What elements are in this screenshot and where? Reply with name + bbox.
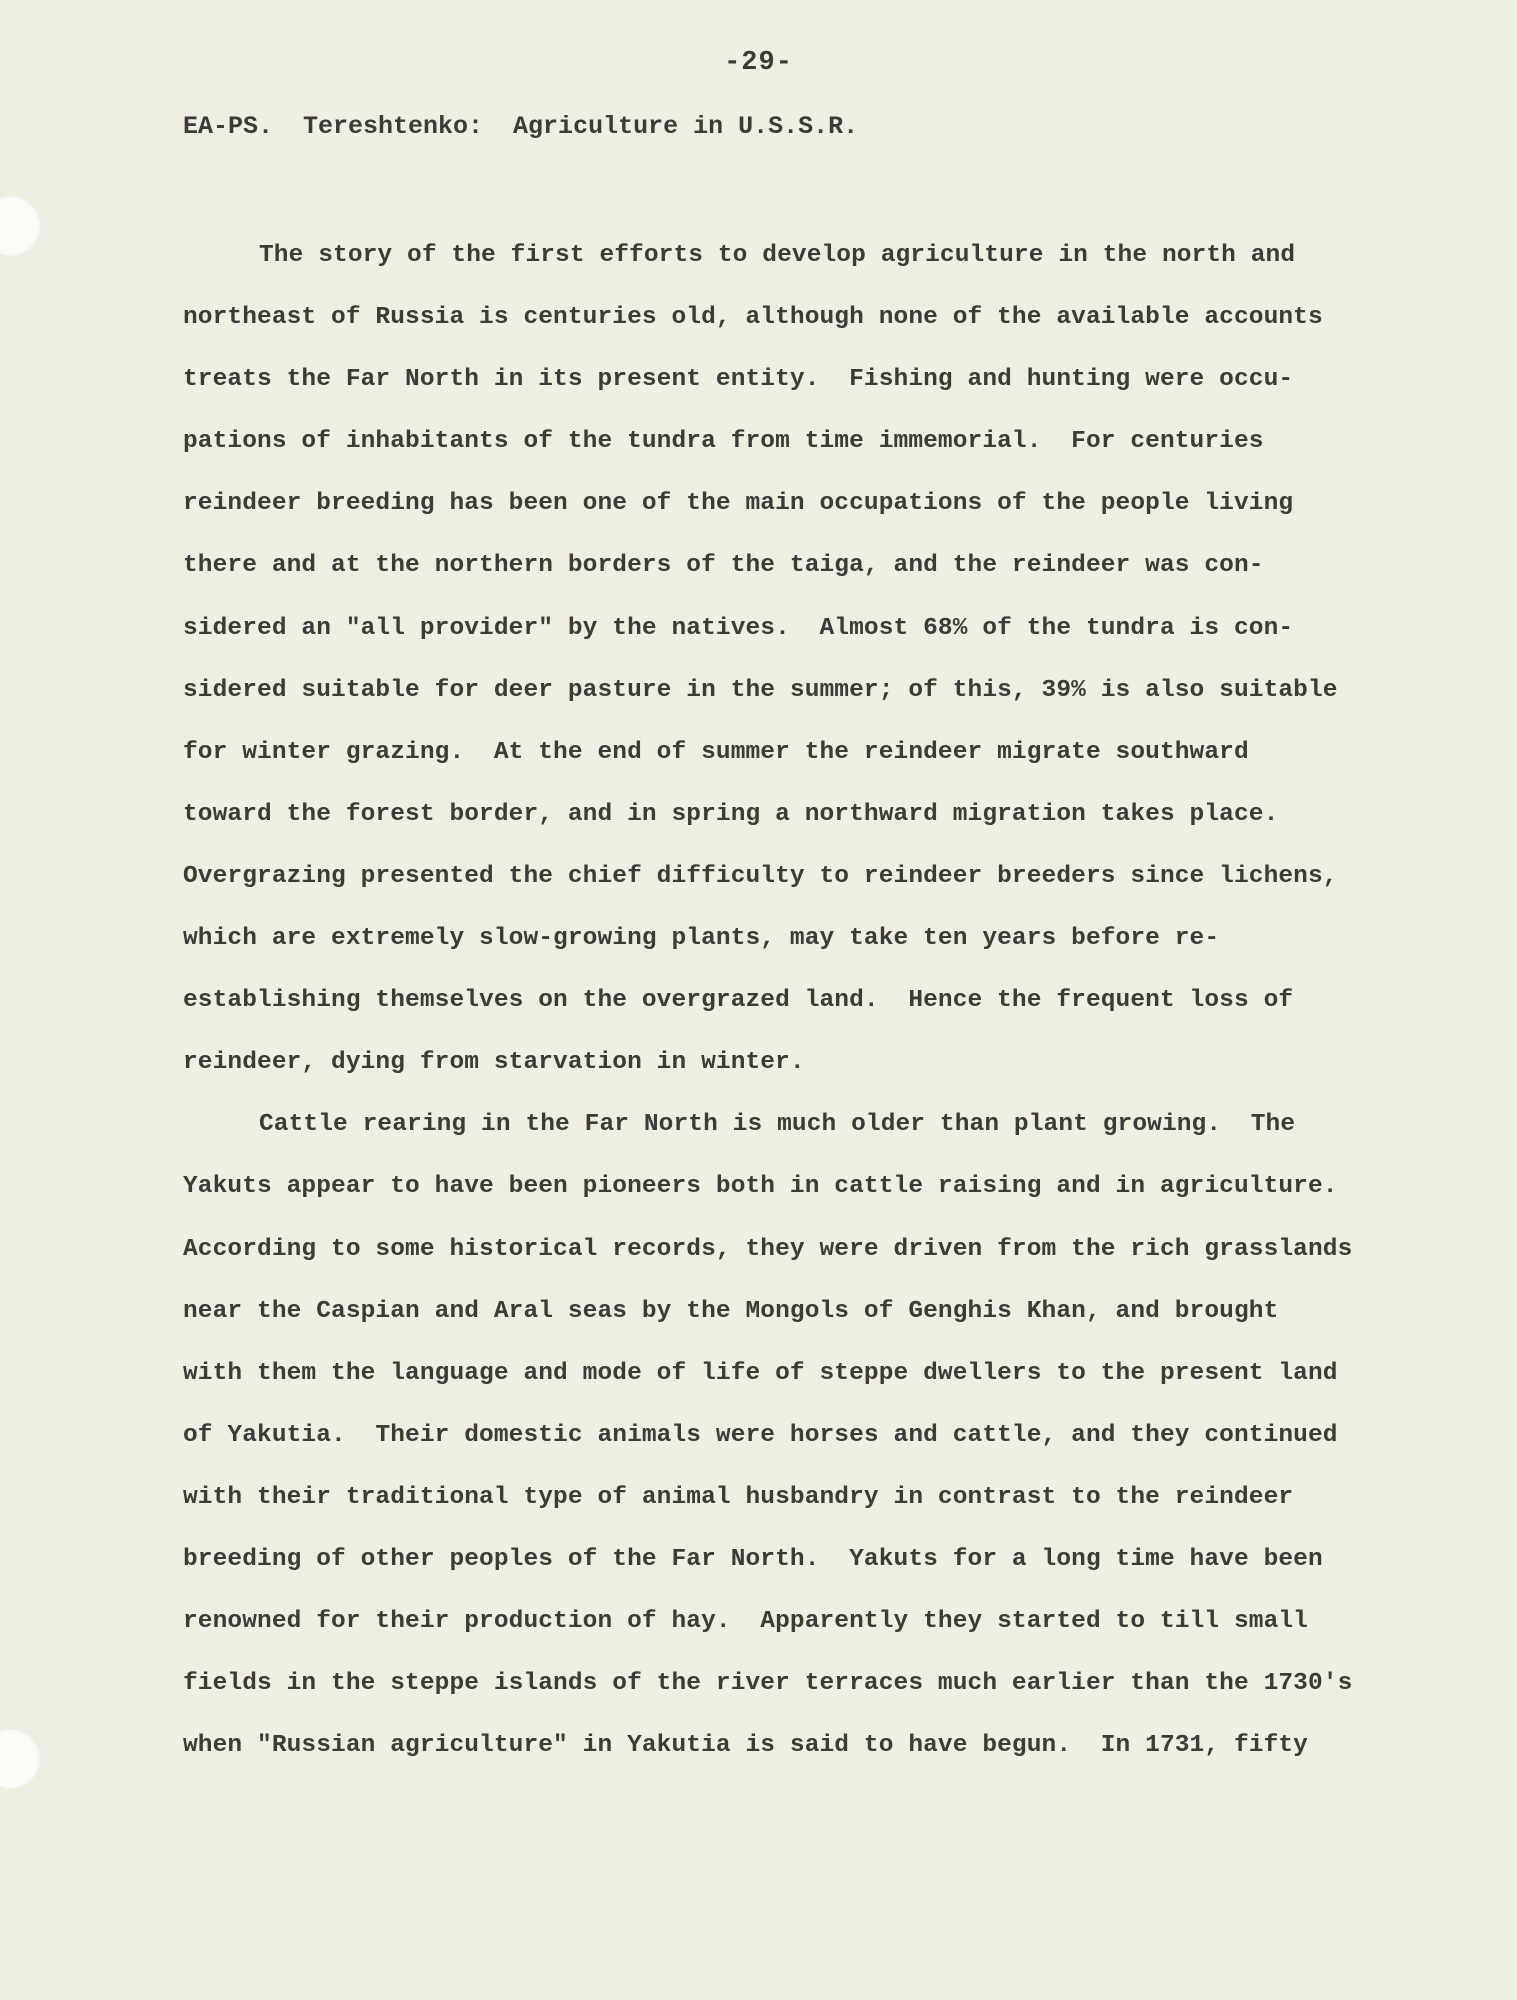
- text-line: when "Russian agriculture" in Yakutia is said to have begun. In 1731, fifty: [183, 1732, 1308, 1760]
- text-line: for winter grazing. At the end of summer the reindeer migrate southward: [183, 738, 1249, 766]
- text-line: pations of inhabitants of the tundra from time immemorial. For centuries: [183, 428, 1264, 456]
- text-line: there and at the northern borders of the taiga, and the reindeer was con-: [183, 552, 1264, 580]
- text-line: sidered an "all provider" by the natives. Almost 68% of the tundra is con-: [183, 614, 1294, 642]
- text-line: establishing themselves on the overgrazed land. Hence the frequent loss of: [183, 987, 1294, 1015]
- text-line: The story of the first efforts to develop agriculture in the north and: [259, 242, 1296, 269]
- text-line: According to some historical records, they were driven from the rich grasslands: [183, 1235, 1353, 1263]
- text-line: renowned for their production of hay. Apparently they started to till small: [183, 1608, 1308, 1636]
- page-number: -29-: [724, 48, 793, 78]
- text-line: fields in the steppe islands of the river terraces much earlier than the 1730's: [183, 1670, 1353, 1698]
- text-line: Cattle rearing in the Far North is much older than plant growing. The: [259, 1111, 1296, 1139]
- text-line: near the Caspian and Aral seas by the Mongols of Genghis Khan, and brought: [183, 1297, 1279, 1325]
- text-line: of Yakutia. Their domestic animals were horses and cattle, and they continued: [183, 1421, 1338, 1449]
- text-line: northeast of Russia is centuries old, although none of the available accounts: [183, 304, 1323, 332]
- text-line: Overgrazing presented the chief difficulty to reindeer breeders since lichens,: [183, 862, 1338, 890]
- text-line: breeding of other peoples of the Far North. Yakuts for a long time have been: [183, 1545, 1323, 1573]
- text-line: reindeer, dying from starvation in winter.: [183, 1049, 805, 1077]
- text-line: which are extremely slow-growing plants, may take ten years before re-: [183, 925, 1220, 953]
- text-line: reindeer breeding has been one of the main occupations of the people living: [183, 490, 1294, 518]
- paragraph: [183, 1094, 1393, 1777]
- text-line: toward the forest border, and in spring a northward migration takes place.: [183, 800, 1279, 828]
- punch-hole: [0, 196, 42, 256]
- text-line: treats the Far North in its present entity. Fishing and hunting were occu-: [183, 366, 1294, 394]
- paragraph: [183, 225, 1393, 1094]
- running-header: EA-PS. Tereshtenko: Agriculture in U.S.S.R.: [183, 112, 859, 141]
- text-line: with them the language and mode of life of steppe dwellers to the present land: [183, 1359, 1338, 1387]
- body-text: [183, 225, 1393, 1777]
- text-line: sidered suitable for deer pasture in the summer; of this, 39% is also suitable: [183, 676, 1338, 704]
- punch-hole: [0, 1729, 42, 1789]
- text-line: Yakuts appear to have been pioneers both in cattle raising and in agriculture.: [183, 1173, 1338, 1201]
- text-line: with their traditional type of animal husbandry in contrast to the reindeer: [183, 1483, 1294, 1511]
